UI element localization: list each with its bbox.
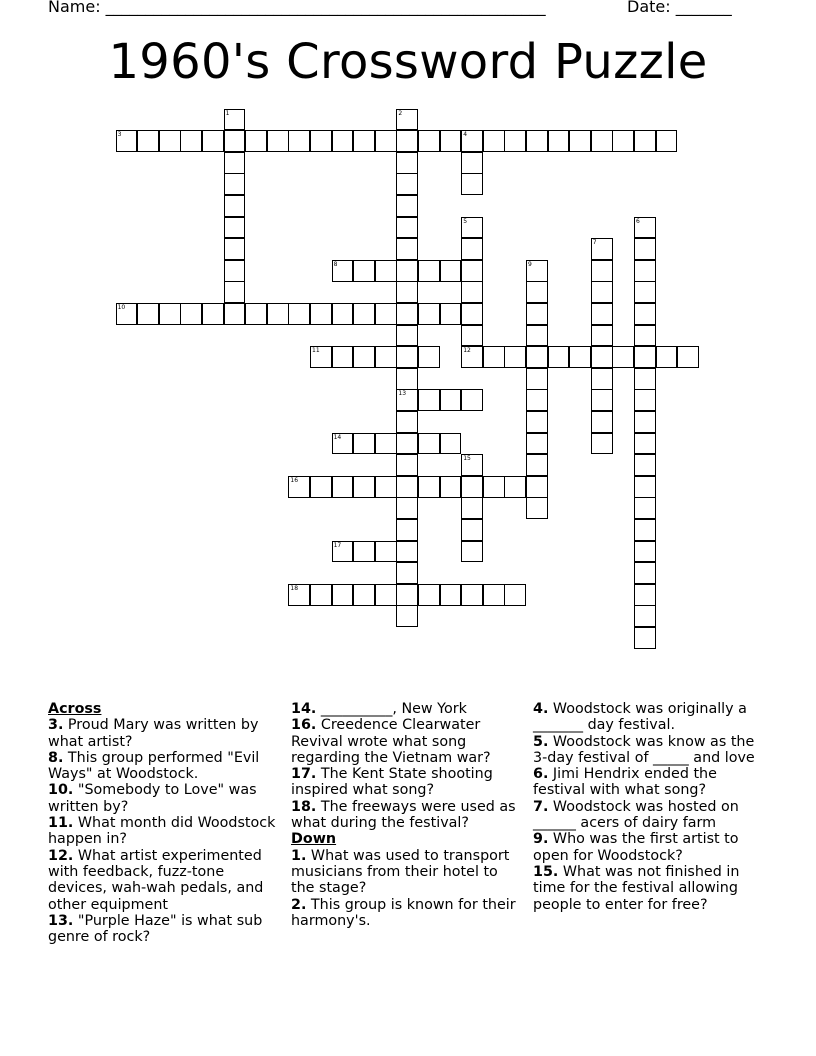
grid-cell[interactable] [677, 346, 699, 368]
grid-cell[interactable] [310, 476, 332, 498]
grid-cell[interactable] [634, 605, 656, 627]
down-heading: Down [291, 831, 337, 848]
clue-number: 13 [398, 390, 407, 398]
grid-cell[interactable] [332, 541, 354, 563]
clue-number: 3 [117, 131, 122, 139]
grid-cell[interactable] [353, 346, 375, 368]
grid-cell[interactable] [483, 584, 505, 606]
grid-cell[interactable] [461, 519, 483, 541]
grid-cell[interactable] [634, 281, 656, 303]
grid-cell[interactable] [461, 541, 483, 563]
down-clue-6: 6. Jimi Hendrix ended the festival with what song? [533, 766, 717, 799]
grid-cell[interactable] [634, 238, 656, 260]
grid-cell[interactable] [245, 130, 267, 152]
grid-cell[interactable] [634, 627, 656, 649]
clue-number: 17 [333, 541, 342, 549]
clue-number: 6 [636, 217, 640, 225]
grid-cell[interactable] [396, 605, 418, 627]
grid-cell[interactable] [353, 303, 375, 325]
grid-cell[interactable] [310, 346, 332, 368]
grid-cell[interactable] [591, 368, 613, 390]
grid-cell[interactable] [224, 195, 246, 217]
grid-cell[interactable] [375, 541, 397, 563]
grid-cell[interactable] [504, 584, 526, 606]
grid-cell[interactable] [180, 130, 202, 152]
grid-cell[interactable] [396, 109, 418, 131]
grid-cell[interactable] [548, 346, 570, 368]
grid-cell[interactable] [461, 217, 483, 239]
across-clue-18: 18. The freeways were used as what during the festival? [291, 798, 516, 832]
grid-cell[interactable] [375, 260, 397, 282]
down-clue-4: 4. Woodstock was originally a _______ day festival. [533, 701, 747, 734]
grid-cell[interactable] [353, 433, 375, 455]
grid-cell[interactable] [526, 130, 548, 152]
grid-cell[interactable] [634, 368, 656, 390]
grid-cell[interactable] [396, 389, 418, 411]
grid-cell[interactable] [332, 584, 354, 606]
grid-cell[interactable] [440, 433, 462, 455]
grid-cell[interactable] [591, 260, 613, 282]
grid-cell[interactable] [396, 173, 418, 195]
clue-number: 11 [312, 347, 320, 355]
date-field-line: Date: _______ [627, 0, 732, 16]
across-clue-16: 16. Creedence Clearwater Revival wrote what song regarding the Vietnam war? [291, 717, 491, 766]
grid-cell[interactable] [461, 281, 483, 303]
grid-cell[interactable] [569, 130, 591, 152]
grid-cell[interactable] [396, 562, 418, 584]
grid-cell[interactable] [396, 260, 418, 282]
grid-cell[interactable] [634, 541, 656, 563]
clue-number: 5 [463, 217, 468, 225]
grid-cell[interactable] [526, 260, 548, 282]
grid-cell[interactable] [591, 281, 613, 303]
grid-cell[interactable] [418, 476, 440, 498]
grid-cell[interactable] [440, 476, 462, 498]
clue-number: 9 [528, 260, 532, 268]
grid-cell[interactable] [353, 476, 375, 498]
grid-cell[interactable] [634, 519, 656, 541]
grid-cell[interactable] [396, 433, 418, 455]
clue-number: 18 [290, 584, 299, 592]
grid-cell[interactable] [526, 411, 548, 433]
grid-cell[interactable] [612, 130, 634, 152]
grid-cell[interactable] [483, 476, 505, 498]
grid-cell[interactable] [375, 130, 397, 152]
grid-cell[interactable] [526, 476, 548, 498]
grid-cell[interactable] [418, 584, 440, 606]
grid-cell[interactable] [224, 238, 246, 260]
grid-cell[interactable] [353, 584, 375, 606]
grid-cell[interactable] [375, 303, 397, 325]
grid-cell[interactable] [418, 389, 440, 411]
grid-cell[interactable] [418, 346, 440, 368]
clue-number: 4 [463, 131, 468, 139]
grid-cell[interactable] [396, 195, 418, 217]
down-clue-2: 2. This group is known for their harmony's. [291, 896, 516, 929]
grid-cell[interactable] [396, 454, 418, 476]
grid-cell[interactable] [526, 303, 548, 325]
grid-cell[interactable] [418, 433, 440, 455]
grid-cell[interactable] [396, 303, 418, 325]
grid-cell[interactable] [569, 346, 591, 368]
grid-cell[interactable] [461, 238, 483, 260]
grid-cell[interactable] [591, 238, 613, 260]
across-clue-8: 8. This group performed "Evil Ways" at Woodstock. [48, 749, 260, 783]
grid-cell[interactable] [224, 130, 246, 152]
grid-cell[interactable] [461, 476, 483, 498]
grid-cell[interactable] [440, 130, 462, 152]
grid-cell[interactable] [180, 303, 202, 325]
grid-cell[interactable] [310, 130, 332, 152]
grid-cell[interactable] [634, 346, 656, 368]
grid-cell[interactable] [526, 454, 548, 476]
clue-number: 12 [463, 347, 471, 355]
grid-cell[interactable] [353, 260, 375, 282]
grid-cell[interactable] [396, 152, 418, 174]
grid-cell[interactable] [504, 130, 526, 152]
grid-cell[interactable] [440, 260, 462, 282]
grid-cell[interactable] [634, 411, 656, 433]
clues-column-3 [533, 701, 765, 913]
grid-cell[interactable] [267, 130, 289, 152]
grid-cell[interactable] [396, 476, 418, 498]
grid-cell[interactable] [288, 130, 310, 152]
grid-cell[interactable] [310, 303, 332, 325]
grid-cell[interactable] [634, 260, 656, 282]
grid-cell[interactable] [634, 497, 656, 519]
grid-cell[interactable] [526, 346, 548, 368]
grid-cell[interactable] [418, 130, 440, 152]
grid-cell[interactable] [375, 476, 397, 498]
grid-cell[interactable] [418, 303, 440, 325]
grid-cell[interactable] [634, 325, 656, 347]
grid-cell[interactable] [396, 519, 418, 541]
grid-cell[interactable] [396, 411, 418, 433]
grid-cell[interactable] [396, 238, 418, 260]
grid-cell[interactable] [591, 130, 613, 152]
clue-number: 15 [463, 455, 471, 463]
down-clue-7: 7. Woodstock was hosted on ______ acers of dairy farm [533, 798, 739, 832]
down-clue-1: 1. What was used to transport musicians from their hotel to the stage? [291, 847, 510, 897]
grid-cell[interactable] [461, 325, 483, 347]
grid-cell[interactable] [656, 130, 678, 152]
grid-cell[interactable] [396, 368, 418, 390]
grid-cell[interactable] [634, 303, 656, 325]
name-field-line: Name: _______________________________________________________ [48, 0, 546, 16]
grid-cell[interactable] [591, 346, 613, 368]
grid-cell[interactable] [656, 346, 678, 368]
grid-cell[interactable] [288, 476, 310, 498]
grid-cell[interactable] [224, 281, 246, 303]
grid-cell[interactable] [548, 130, 570, 152]
grid-cell[interactable] [224, 217, 246, 239]
grid-cell[interactable] [288, 584, 310, 606]
grid-cell[interactable] [591, 433, 613, 455]
clue-number: 1 [225, 109, 230, 117]
grid-cell[interactable] [396, 281, 418, 303]
clue-number: 14 [333, 433, 342, 441]
grid-cell[interactable] [634, 217, 656, 239]
grid-cell[interactable] [461, 152, 483, 174]
across-clue-13: 13. "Purple Haze" is what sub genre of rock? [48, 912, 263, 946]
grid-cell[interactable] [461, 260, 483, 282]
grid-cell[interactable] [267, 303, 289, 325]
page-title: 1960's Crossword Puzzle [108, 34, 708, 90]
grid-cell[interactable] [224, 303, 246, 325]
clues-column-2 [291, 701, 523, 929]
grid-cell[interactable] [224, 260, 246, 282]
grid-cell[interactable] [591, 411, 613, 433]
grid-cell[interactable] [202, 130, 224, 152]
clues-column-1 [48, 701, 278, 945]
across-clue-14: 14. __________, New York [291, 701, 467, 717]
grid-cell[interactable] [396, 497, 418, 519]
grid-cell[interactable] [332, 433, 354, 455]
grid-cell[interactable] [224, 173, 246, 195]
across-clue-12: 12. What artist experimented with feedback, fuzz-tone devices, wah-wah pedals, and other equipment [48, 847, 264, 913]
grid-cell[interactable] [526, 497, 548, 519]
grid-cell[interactable] [483, 346, 505, 368]
grid-cell[interactable] [461, 173, 483, 195]
grid-cell[interactable] [353, 541, 375, 563]
grid-cell[interactable] [461, 389, 483, 411]
grid-cell[interactable] [634, 476, 656, 498]
grid-cell[interactable] [116, 303, 138, 325]
clue-number: 2 [398, 109, 403, 117]
grid-cell[interactable] [440, 389, 462, 411]
grid-cell[interactable] [375, 433, 397, 455]
across-heading: Across [48, 701, 102, 717]
grid-cell[interactable] [440, 303, 462, 325]
grid-cell[interactable] [224, 109, 246, 131]
grid-cell[interactable] [634, 389, 656, 411]
grid-cell[interactable] [332, 346, 354, 368]
grid-cell[interactable] [461, 130, 483, 152]
clue-number: 16 [290, 476, 299, 484]
grid-cell[interactable] [526, 281, 548, 303]
grid-cell[interactable] [591, 389, 613, 411]
grid-cell[interactable] [332, 130, 354, 152]
grid-cell[interactable] [483, 130, 505, 152]
grid-cell[interactable] [375, 346, 397, 368]
grid-cell[interactable] [461, 454, 483, 476]
grid-cell[interactable] [418, 260, 440, 282]
grid-cell[interactable] [288, 303, 310, 325]
grid-cell[interactable] [461, 497, 483, 519]
grid-cell[interactable] [634, 584, 656, 606]
down-clue-5: 5. Woodstock was know as the 3-day festival of _____ and love [533, 733, 755, 766]
grid-cell[interactable] [245, 303, 267, 325]
grid-cell[interactable] [526, 389, 548, 411]
grid-cell[interactable] [137, 303, 159, 325]
grid-cell[interactable] [461, 346, 483, 368]
grid-cell[interactable] [504, 346, 526, 368]
grid-cell[interactable] [504, 476, 526, 498]
grid-cell[interactable] [440, 584, 462, 606]
grid-cell[interactable] [634, 433, 656, 455]
across-clue-10: 10. "Somebody to Love" was written by? [48, 782, 257, 815]
across-clue-3: 3. Proud Mary was written by what artist? [48, 717, 259, 750]
across-clue-11: 11. What month did Woodstock happen in? [48, 815, 276, 848]
clue-number: 7 [592, 239, 597, 247]
grid-cell[interactable] [634, 130, 656, 152]
grid-cell[interactable] [634, 562, 656, 584]
grid-cell[interactable] [375, 584, 397, 606]
grid-cell[interactable] [526, 368, 548, 390]
grid-cell[interactable] [396, 217, 418, 239]
clue-number: 10 [117, 304, 126, 311]
grid-cell[interactable] [396, 346, 418, 368]
grid-cell[interactable] [310, 584, 332, 606]
grid-cell[interactable] [159, 130, 181, 152]
across-clue-17: 17. The Kent State shooting inspired what song? [291, 766, 493, 799]
grid-cell[interactable] [612, 346, 634, 368]
grid-cell[interactable] [396, 325, 418, 347]
grid-cell[interactable] [224, 152, 246, 174]
grid-cell[interactable] [396, 130, 418, 152]
grid-cell[interactable] [137, 130, 159, 152]
grid-cell[interactable] [202, 303, 224, 325]
down-clue-9: 9. Who was the first artist to open for Woodstock? [533, 831, 739, 864]
grid-cell[interactable] [591, 325, 613, 347]
grid-cell[interactable] [591, 303, 613, 325]
grid-cell[interactable] [332, 476, 354, 498]
grid-cell[interactable] [461, 303, 483, 325]
grid-cell[interactable] [396, 541, 418, 563]
grid-cell[interactable] [526, 433, 548, 455]
grid-cell[interactable] [396, 584, 418, 606]
grid-cell[interactable] [461, 584, 483, 606]
grid-cell[interactable] [332, 303, 354, 325]
grid-cell[interactable] [116, 130, 138, 152]
grid-cell[interactable] [353, 130, 375, 152]
grid-cell[interactable] [526, 325, 548, 347]
grid-cell[interactable] [634, 454, 656, 476]
grid-cell[interactable] [332, 260, 354, 282]
down-clue-15: 15. What was not finished in time for the festival allowing people to enter for free? [533, 863, 740, 913]
clue-number: 8 [333, 260, 338, 268]
grid-cell[interactable] [159, 303, 181, 325]
